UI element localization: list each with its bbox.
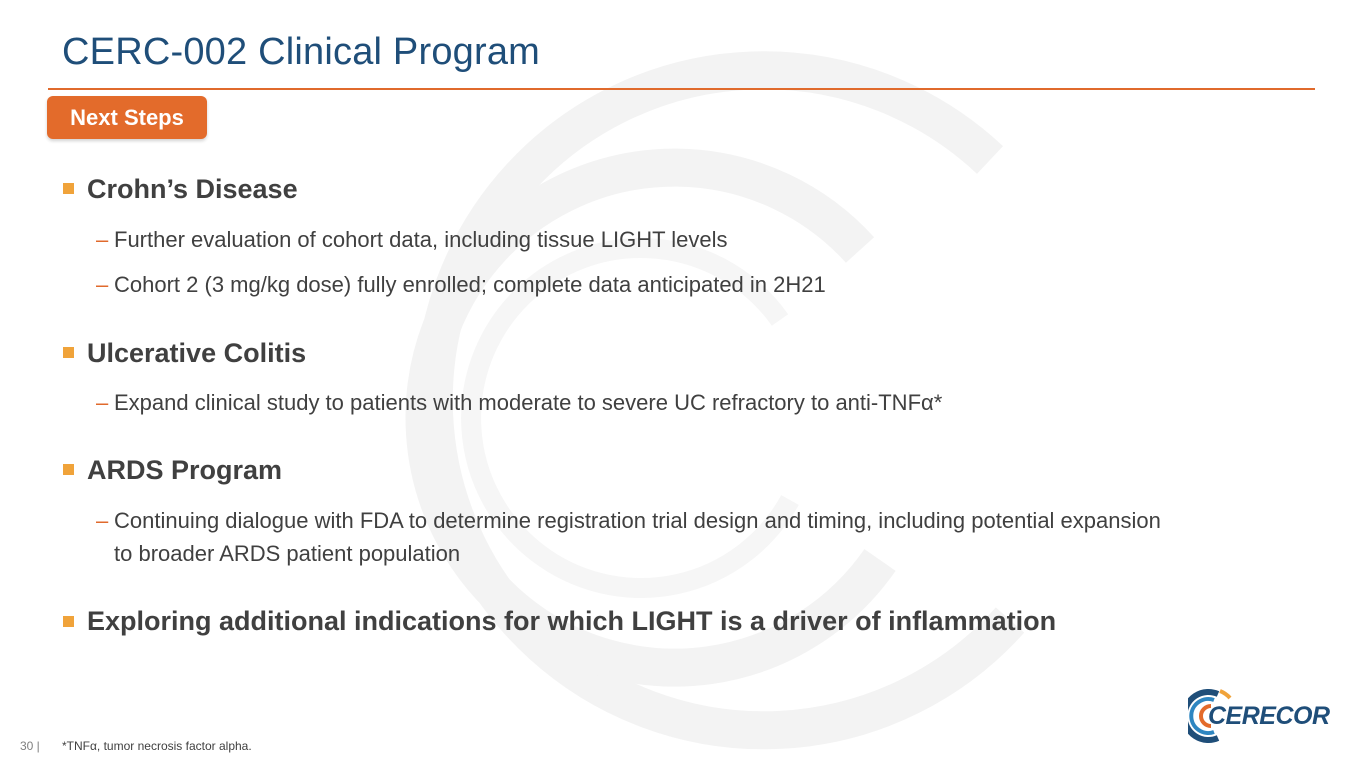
- dash-bullet-icon: –: [96, 390, 109, 415]
- footnote: *TNFα, tumor necrosis factor alpha.: [62, 739, 252, 753]
- dash-bullet-icon: –: [96, 227, 109, 252]
- section-heading-ards: ARDS Program: [87, 455, 283, 485]
- logo-text: CERECOR: [1208, 702, 1330, 730]
- page-number: 30 |: [20, 739, 40, 753]
- list-item: – Further evaluation of cohort data, including tissue LIGHT levels: [96, 223, 1176, 256]
- list-item: – Expand clinical study to patients with moderate to severe UC refractory to anti-TNFα*: [96, 386, 1176, 419]
- square-bullet-icon: [63, 464, 74, 475]
- page-title: CERC-002 Clinical Program: [62, 31, 541, 73]
- next-steps-tag: Next Steps: [47, 96, 207, 139]
- section-heading-exploring: Exploring additional indications for which LIGHT is a driver of inflammation: [87, 606, 1057, 636]
- square-bullet-icon: [63, 183, 74, 194]
- list-item: – Continuing dialogue with FDA to determine registration trial design and timing, including potential expansion to broader ARDS patient population: [96, 504, 1176, 570]
- section-heading-uc: Ulcerative Colitis: [87, 338, 307, 368]
- square-bullet-icon: [63, 616, 74, 627]
- list-item: – Cohort 2 (3 mg/kg dose) fully enrolled; complete data anticipated in 2H21: [96, 268, 1176, 301]
- dash-bullet-icon: –: [96, 508, 109, 533]
- square-bullet-icon: [63, 347, 74, 358]
- section-heading-crohns: Crohn’s Disease: [87, 174, 298, 204]
- dash-bullet-icon: –: [96, 272, 109, 297]
